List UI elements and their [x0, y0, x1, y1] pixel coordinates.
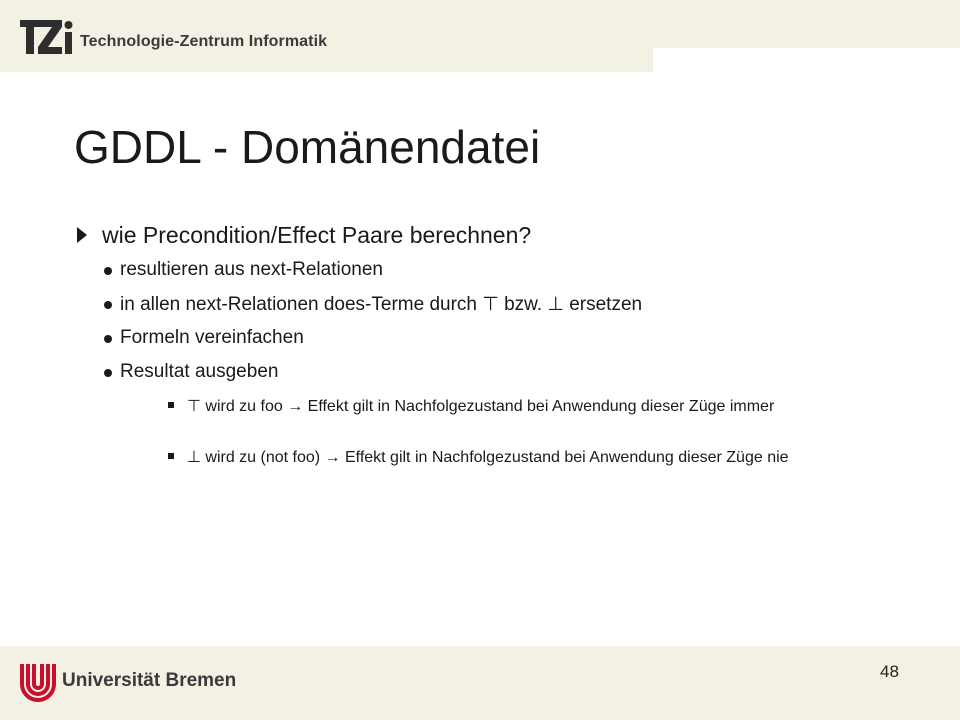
- slide-title: GDDL - Domänendatei: [74, 121, 541, 173]
- bullet-sub-4b-text: ⊥ wird zu (not foo) → Effekt gilt in Nachfolgezustand bei Anwendung dieser Züge nie: [187, 449, 789, 466]
- square-bullet-icon: [168, 453, 174, 459]
- page-number: 48: [880, 662, 899, 681]
- triangle-bullet-icon: [76, 226, 88, 244]
- dot-bullet-icon: [104, 369, 112, 377]
- bullet-sub-3-text: Formeln vereinfachen: [120, 327, 304, 348]
- bullet-sub-4a-text: ⊤ wird zu foo → Effekt gilt in Nachfolgezustand bei Anwendung dieser Züge immer: [187, 398, 775, 415]
- tzi-logo: [20, 18, 78, 58]
- square-bullet-icon: [168, 402, 174, 408]
- university-name: Universität Bremen: [62, 670, 237, 691]
- header-notch: [653, 48, 960, 78]
- university-logo: [18, 660, 58, 704]
- dot-bullet-icon: [104, 267, 112, 275]
- bullet-sub-2-text: in allen next-Relationen does-Terme durch ⊤ bzw. ⊥ ersetzen: [120, 294, 643, 315]
- dot-bullet-icon: [104, 335, 112, 343]
- bullet-sub-1-text: resultieren aus next-Relationen: [120, 259, 383, 280]
- dot-bullet-icon: [104, 301, 112, 309]
- org-name: Technologie-Zentrum Informatik: [80, 33, 328, 50]
- bullet-sub-4-text: Resultat ausgeben: [120, 361, 279, 382]
- bullet-main-text: wie Precondition/Effect Paare berechnen?: [102, 222, 532, 248]
